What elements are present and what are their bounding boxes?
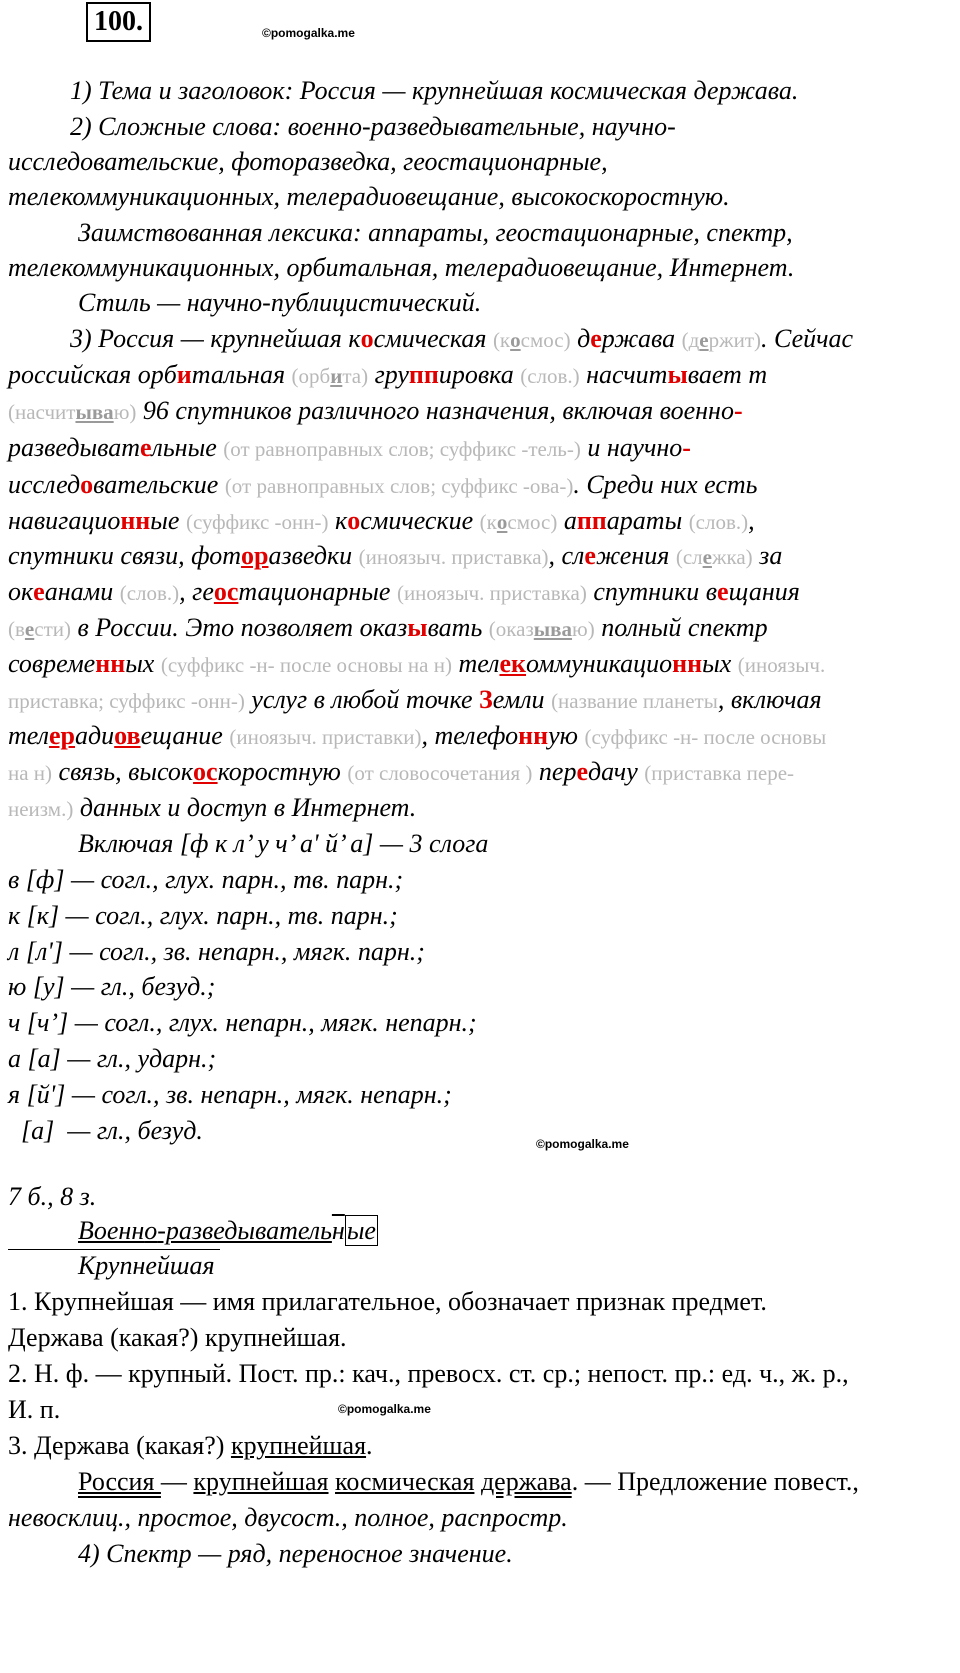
item-borrowed-cont: телекоммуникационных, орбитальная, телерадиовещание, Интернет. bbox=[8, 253, 795, 282]
morph-line: 1. Крупнейшая — имя прилагательное, обозначает признак предмет. bbox=[8, 1287, 767, 1316]
annotated-line: океанами (слов.), геостационарные (иноязыч. приставка) спутники вещания bbox=[8, 577, 800, 606]
annotated-line: неизм.) данных и доступ в Интернет. bbox=[8, 793, 417, 822]
exercise-number: 100. bbox=[86, 2, 151, 42]
annotated-line: (насчитываю) 96 спутников различного назначения, включая военно- bbox=[8, 396, 743, 425]
annotated-line: спутники связи, фоторазведки (иноязыч. приставка), слежения (слежка) за bbox=[8, 541, 783, 570]
sentence-parse: Россия — крупнейшая космическая держава. — Предложение повест., bbox=[78, 1467, 859, 1496]
annotated-line: телерадиовещание (иноязыч. приставки), телефонную (суффикс -н- после основы bbox=[8, 721, 827, 750]
morph-word: Крупнейшая bbox=[78, 1251, 215, 1280]
annotated-line: разведывательные (от равноправных слов; суффикс -тель-) и научно- bbox=[8, 433, 691, 462]
annotated-line: на н) связь, высокоскоростную (от словосочетания ) передачу (приставка пере- bbox=[8, 757, 795, 786]
phonetic-row: ч [ч’] — согл., глух. непарн., мягк. непарн.; bbox=[8, 1008, 477, 1037]
annotated-line: современных (суффикс -н- после основы на н) телекоммуникационных (иноязыч. bbox=[8, 649, 826, 678]
phonetic-title: Включая [ф к л’ у ч’ а' й’ а] — 3 слога bbox=[78, 829, 489, 858]
item-topic: 1) Тема и заголовок: Россия — крупнейшая космическая держава. bbox=[70, 76, 799, 105]
morpheme-parse: Военно-разведывательные bbox=[78, 1216, 376, 1245]
watermark: ©pomogalka.me bbox=[262, 26, 355, 40]
annotated-line: российская орбитальная (орбита) группировка (слов.) насчитывает т bbox=[8, 360, 768, 389]
morph-line: Держава (какая?) крупнейшая. bbox=[8, 1323, 347, 1352]
item-compound-words-cont: исследовательские, фоторазведка, геостационарные, bbox=[8, 147, 608, 176]
watermark: ©pomogalka.me bbox=[338, 1402, 431, 1416]
sentence-parse-cont: невосклиц., простое, двусост., полное, распростр. bbox=[8, 1503, 568, 1532]
morph-line: И. п. bbox=[8, 1395, 61, 1424]
phonetic-row: [а] — гл., безуд. bbox=[8, 1116, 203, 1145]
annotated-line: исследовательские (от равноправных слов; суффикс -ова-). Среди них есть bbox=[8, 470, 758, 499]
annotated-line: навигационные (суффикс -онн-) космические (космос) аппараты (слов.), bbox=[8, 506, 755, 535]
watermark: ©pomogalka.me bbox=[536, 1137, 629, 1151]
item-borrowed: Заимствованная лексика: аппараты, геостационарные, спектр, bbox=[78, 218, 793, 247]
morph-line: 3. Держава (какая?) крупнейшая. bbox=[8, 1431, 373, 1460]
morph-line: 2. Н. ф. — крупный. Пост. пр.: кач., превосх. ст. ср.; непост. пр.: ед. ч., ж. р., bbox=[8, 1359, 849, 1388]
item-style: Стиль — научно-публицистический. bbox=[78, 288, 482, 317]
item-compound-words-cont: телекоммуникационных, телерадиовещание, высокоскоростную. bbox=[8, 182, 730, 211]
phonetic-row: ю [у] — гл., безуд.; bbox=[8, 972, 216, 1001]
item-spectrum: 4) Спектр — ряд, переносное значение. bbox=[78, 1539, 513, 1568]
annotated-line: приставка; суффикс -онн-) услуг в любой точке Земли (название планеты, включая bbox=[8, 685, 822, 714]
annotated-line: (вести) в России. Это позволяет оказывать (оказываю) полный спектр bbox=[8, 613, 768, 642]
letter-sound-count: 7 б., 8 з. bbox=[8, 1182, 97, 1211]
phonetic-row: л [л'] — согл., зв. непарн., мягк. парн.; bbox=[8, 937, 425, 966]
separator-line bbox=[8, 1249, 220, 1250]
item-compound-words: 2) Сложные слова: военно-разведывательные, научно- bbox=[70, 112, 676, 141]
phonetic-row: а [а] — гл., ударн.; bbox=[8, 1044, 217, 1073]
phonetic-row: я [й'] — согл., зв. непарн., мягк. непарн.; bbox=[8, 1080, 452, 1109]
phonetic-row: к [к] — согл., глух. парн., тв. парн.; bbox=[8, 901, 398, 930]
phonetic-row: в [ф] — согл., глух. парн., тв. парн.; bbox=[8, 865, 404, 894]
annotated-line: 3) Россия — крупнейшая космическая (космос) держава (держит). Сейчас bbox=[70, 324, 854, 353]
